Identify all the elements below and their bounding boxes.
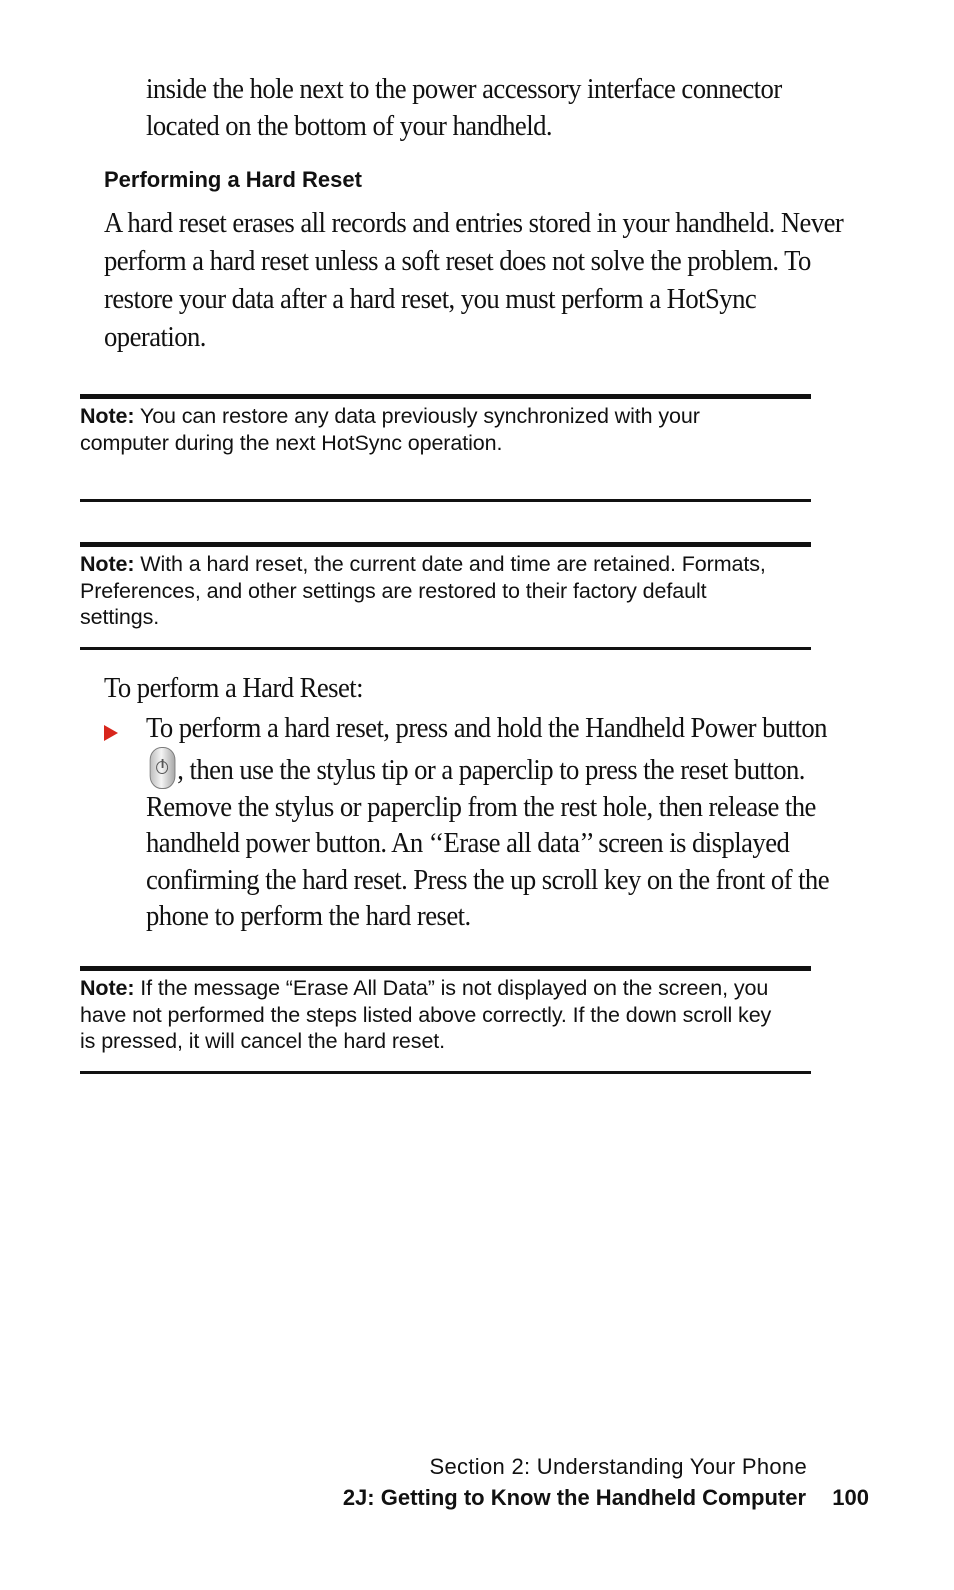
note-box [80,403,815,456]
note-bottom-rule [80,1071,811,1074]
intro-line: inside the hole next to the power accessory interface connector [146,73,782,105]
step-line: Remove the stylus or paperclip from the rest hole, then release the [146,790,816,823]
note-top-rule [80,966,811,971]
step-line: , then use the stylus tip or a paperclip to press the reset button. [177,753,805,786]
note-text: With a hard reset, the current date and time are retained. Formats, [134,552,766,576]
step-line: confirming the hard reset. Press the up scroll key on the front of the [146,863,830,896]
intro-paragraph [146,71,782,145]
footer-section: Section 2: Understanding Your Phone [429,1454,807,1479]
power-button-icon [150,747,176,789]
paragraph-line: operation. [104,321,206,353]
note-label: Note: [80,552,135,576]
note-box [80,975,815,1055]
procedure-intro: To perform a Hard Reset: [104,672,364,704]
paragraph-line: perform a hard reset unless a soft reset does not solve the problem. To [104,245,811,277]
note-bottom-rule [80,499,811,502]
paragraph-line: A hard reset erases all records and entries stored in your handheld. Never [104,207,844,239]
note-top-rule [80,394,811,399]
note-label: Note: [80,976,135,1000]
note-text: have not performed the steps listed above correctly. If the down scroll key [80,1002,772,1027]
bullet-arrow-icon [104,725,118,741]
note-label: Note: [80,404,135,428]
step-line: phone to perform the hard reset. [146,900,471,932]
note-box [80,551,815,631]
step-line: handheld power button. An ‘‘Erase all data’’ screen is displayed [146,827,790,859]
step-line: To perform a hard reset, press and hold the Handheld Power button [146,712,827,744]
note-text: Preferences, and other settings are restored to their factory default [80,578,707,603]
footer-chapter [343,1485,869,1511]
note-text: is pressed, it will cancel the hard reset. [80,1029,446,1053]
page-number: 100 [832,1485,869,1510]
section-heading: Performing a Hard Reset [104,167,362,192]
note-bottom-rule [80,647,811,650]
procedure-step [146,710,829,935]
note-text: If the message “Erase All Data” is not displayed on the screen, you [134,976,769,1000]
intro-line: located on the bottom of your handheld. [146,110,552,142]
note-text: You can restore any data previously synchronized with your [134,404,700,428]
note-top-rule [80,542,811,547]
section-paragraph [104,204,843,356]
note-text: computer during the next HotSync operation. [80,430,503,455]
note-text: settings. [80,605,160,629]
paragraph-line: restore your data after a hard reset, you must perform a HotSync [104,283,757,315]
footer-chapter-title: 2J: Getting to Know the Handheld Computer [342,1485,807,1510]
